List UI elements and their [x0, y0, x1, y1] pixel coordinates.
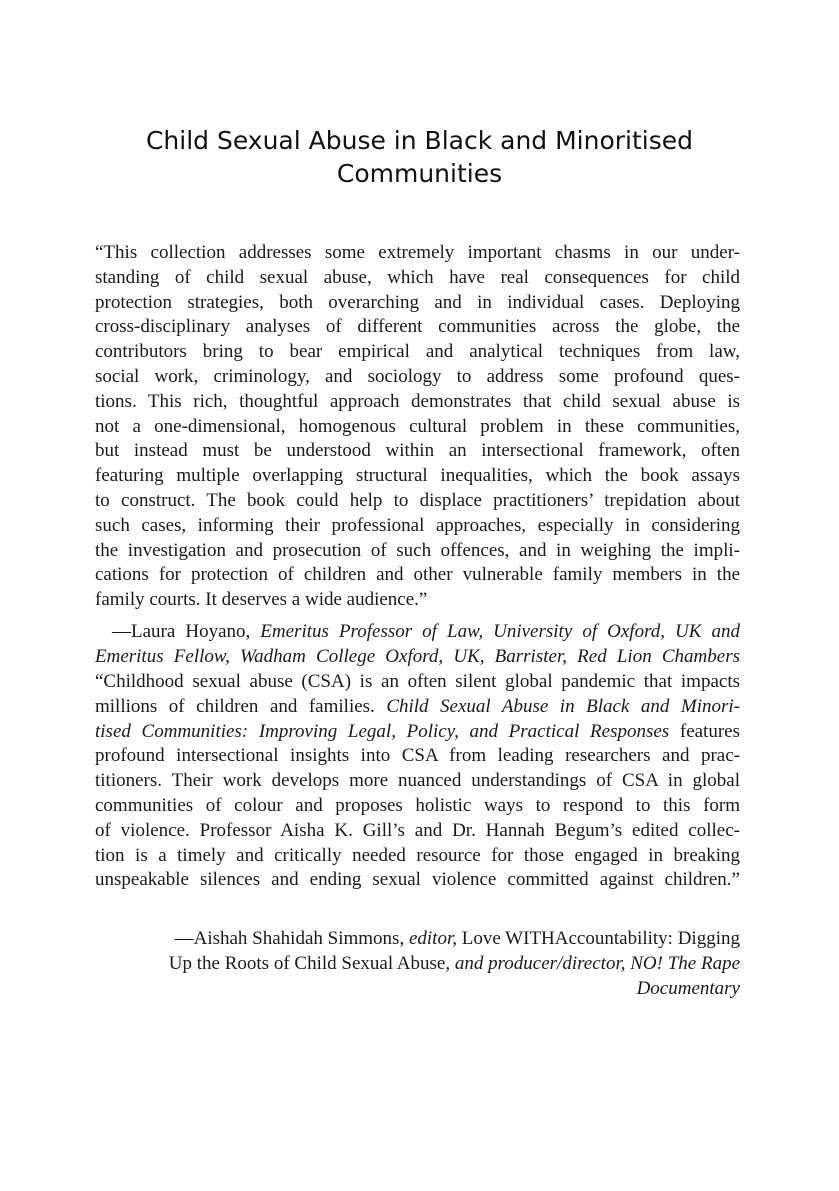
text-line — [95, 439, 740, 464]
text-segment: social work, criminology, and sociology to address some profound ques- — [95, 365, 740, 387]
text-segment: unspeakable silences and ending sexual violence committed against children.” — [95, 869, 740, 891]
text-line — [95, 819, 740, 844]
endorsement-quote-1 — [95, 241, 740, 613]
book-title-line: Communities — [336, 159, 503, 188]
text-line — [95, 720, 740, 745]
italic-text: editor, — [408, 928, 457, 949]
italic-text: Emeritus Professor of Law, University of Oxford, UK and — [260, 621, 740, 642]
text-segment: Love WITHAccountability: Digging — [456, 928, 740, 949]
text-line — [95, 588, 740, 613]
text-segment: cations for protection of children and other vulnerable family members in the — [95, 564, 740, 586]
text-segment: such cases, informing their professional approaches, especially in considering — [95, 514, 740, 536]
text-line — [95, 415, 740, 440]
text-segment: tion is a timely and critically needed resource for those engaged in breaking — [95, 844, 740, 866]
text-line — [95, 563, 740, 588]
text-segment: featuring multiple overlapping structural inequalities, which the book assays — [95, 465, 740, 487]
text-line — [95, 844, 740, 869]
italic-text: tised Communities: Improving Legal, Policy, and Practical Responses — [95, 720, 670, 742]
text-segment: profound intersectional insights into CSA from leading researchers and prac- — [95, 745, 740, 767]
text-line — [95, 670, 740, 695]
text-line — [95, 645, 740, 670]
text-segment: features — [669, 720, 740, 742]
text-line — [95, 365, 740, 390]
book-title-line: Child Sexual Abuse in Black and Minoritised — [145, 126, 694, 155]
text-segment: family courts. It deserves a wide audience.” — [95, 589, 428, 611]
endorsement-quote-2 — [95, 670, 740, 893]
text-line — [95, 241, 740, 266]
italic-text: Documentary — [636, 977, 740, 999]
text-line — [95, 514, 740, 539]
text-segment: of violence. Professor Aisha K. Gill’s and Dr. Hannah Begum’s edited collec- — [95, 819, 740, 841]
text-segment: “Childhood sexual abuse (CSA) is an often silent global pandemic that impacts — [95, 671, 740, 692]
text-line — [95, 695, 740, 720]
endorsement-attribution-2 — [95, 927, 740, 1001]
text-segment: protection strategies, both overarching and in individual cases. Deploying — [95, 291, 740, 313]
text-segment: the investigation and prosecution of such offences, and in weighing the impli- — [95, 539, 740, 561]
text-line — [95, 977, 740, 1002]
text-line — [95, 952, 740, 977]
text-line — [95, 868, 740, 893]
text-line — [95, 291, 740, 316]
text-line — [95, 927, 740, 952]
text-segment: but instead must be understood within an intersectional framework, often — [95, 440, 740, 462]
text-segment: tions. This rich, thoughtful approach demonstrates that child sexual abuse is — [95, 390, 740, 412]
text-line — [95, 489, 740, 514]
text-segment: —Laura Hoyano, — [112, 621, 261, 642]
text-line — [95, 769, 740, 794]
italic-text: Child Sexual Abuse in Black and Minori- — [386, 695, 740, 717]
text-line — [95, 744, 740, 769]
text-segment: not a one-dimensional, homogenous cultural problem in these communities, — [95, 415, 740, 437]
italic-text: Emeritus Fellow, Wadham College Oxford, UK, Barrister, Red Lion Chambers — [95, 645, 740, 667]
text-line — [95, 539, 740, 564]
text-line — [95, 340, 740, 365]
text-segment: standing of child sexual abuse, which have real consequences for child — [95, 266, 740, 288]
text-line — [95, 464, 740, 489]
text-segment: “This collection addresses some extremely important chasms in our under- — [95, 242, 740, 263]
italic-text: and producer/director, NO! The Rape — [454, 952, 740, 974]
text-segment: cross-disciplinary analyses of different communities across the globe, the — [95, 316, 740, 338]
text-segment: to construct. The book could help to displace practitioners’ trepidation about — [95, 489, 740, 511]
endorsement-attribution-1 — [95, 620, 740, 670]
text-line — [95, 266, 740, 291]
text-line — [95, 315, 740, 340]
text-segment: titioners. Their work develops more nuanced understandings of CSA in global — [95, 770, 740, 792]
text-segment: millions of children and families. — [95, 695, 387, 717]
text-line — [95, 620, 740, 645]
text-line — [95, 390, 740, 415]
text-segment: communities of colour and proposes holistic ways to respond to this form — [95, 794, 740, 816]
book-title — [0, 124, 839, 190]
text-segment: Up the Roots of Child Sexual Abuse, — [168, 952, 455, 974]
text-segment: contributors bring to bear empirical and analytical techniques from law, — [95, 341, 740, 363]
text-segment: —Aishah Shahidah Simmons, — [174, 928, 409, 949]
text-line — [95, 794, 740, 819]
